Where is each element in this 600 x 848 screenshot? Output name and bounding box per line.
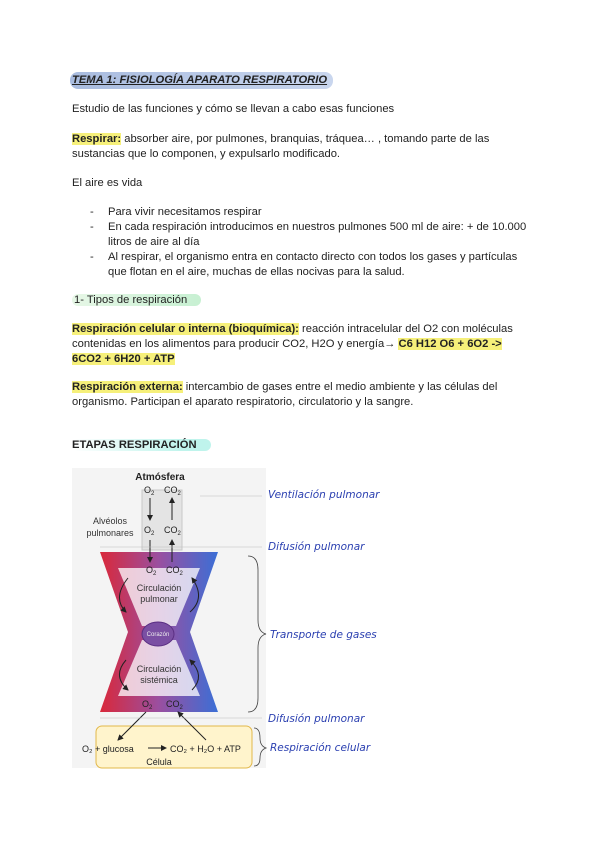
alveoli-label-2: pulmonares [86,528,134,538]
respirar-term: Respirar: [72,133,122,145]
heart-label: Corazón [146,632,170,638]
co2-label: $CO_2$ [164,485,181,497]
section-heading-tipos: 1- Tipos de respiración [72,293,201,308]
bullet-item: - En cada respiración introducimos en nuestros pulmones 500 ml de aire: + de 10.000 litros de aire al día [90,220,526,250]
equation-line-1: C6 H12 O6 + 6O2 -> [398,338,502,350]
note-respiracion: Respiración celular [270,742,371,754]
co2-label-3: $CO_2$ [166,565,183,577]
bullet-item: - Al respirar, el organismo entra en contacto directo con todos los gases y partículas que flotan en el aire, muchas de ellas nocivas para la salud. [90,250,526,280]
section-heading-etapas: ETAPAS RESPIRACIÓN [72,438,211,453]
equation-line-2: 6CO2 + 6H20 + ATP [72,353,175,365]
respirar-text-1: absorber aire, por pulmones, branquias, tráquea… , tomando parte de las [121,133,490,145]
alveoli-column [142,490,182,550]
note-transporte: Transporte de gases [270,629,377,641]
pulmonary-circulation-label-2: pulmonar [140,594,178,604]
externa-paragraph: Respiración externa: intercambio de gases entre el medio ambiente y las células del organismo. Participan el aparato respiratorio, circulatorio y la sangre. [72,381,498,408]
bullet-item: - Para vivir necesitamos respirar [90,205,526,220]
glucose-reactants: O₂ + glucosa [82,744,134,754]
co2-label-2: $CO_2$ [164,525,181,537]
co2-label-4: $CO_2$ [166,699,183,711]
respirar-text-2: sustancias que lo componen, y expulsarlo modificado. [72,148,341,160]
note-difusion-2: Difusión pulmonar [268,713,365,725]
celular-paragraph: Respiración celular o interna (bioquímica): reacción intracelular del O2 con moléculas contenidas en los alimentos para producir CO2, H2O y energía→ C6 H12 O6 + 6O2 -> 6CO2 + 6H20 + ATP [72,323,513,365]
atmosphere-label: Atmósfera [135,472,185,483]
celular-term: Respiración celular o interna (bioquímica): [72,323,299,335]
systemic-circulation-label-1: Circulación [136,664,182,674]
aire-text: El aire es vida [72,177,143,189]
note-difusion-1: Difusión pulmonar [268,541,365,553]
o2-label-2: $O_2$ [144,525,155,537]
note-ventilacion: Ventilación pulmonar [268,489,380,501]
cell-label: Célula [146,757,172,767]
o2-label-3: $O_2$ [146,565,157,577]
pulmonary-circulation-label-1: Circulación [136,583,182,593]
page-title: TEMA 1: FISIOLOGÍA APARATO RESPIRATORIO [70,72,333,89]
systemic-circulation-label-2: sistémica [140,675,178,685]
o2-label-4: $O_2$ [142,699,153,711]
alveoli-label-1: Alvéolos [92,516,128,526]
reaction-products: CO₂ + H₂O + ATP [170,744,241,754]
intro-text: Estudio de las funciones y cómo se llevan a cabo esas funciones [72,103,395,115]
externa-term: Respiración externa: [72,381,183,393]
o2-label: $O_2$ [144,485,155,497]
